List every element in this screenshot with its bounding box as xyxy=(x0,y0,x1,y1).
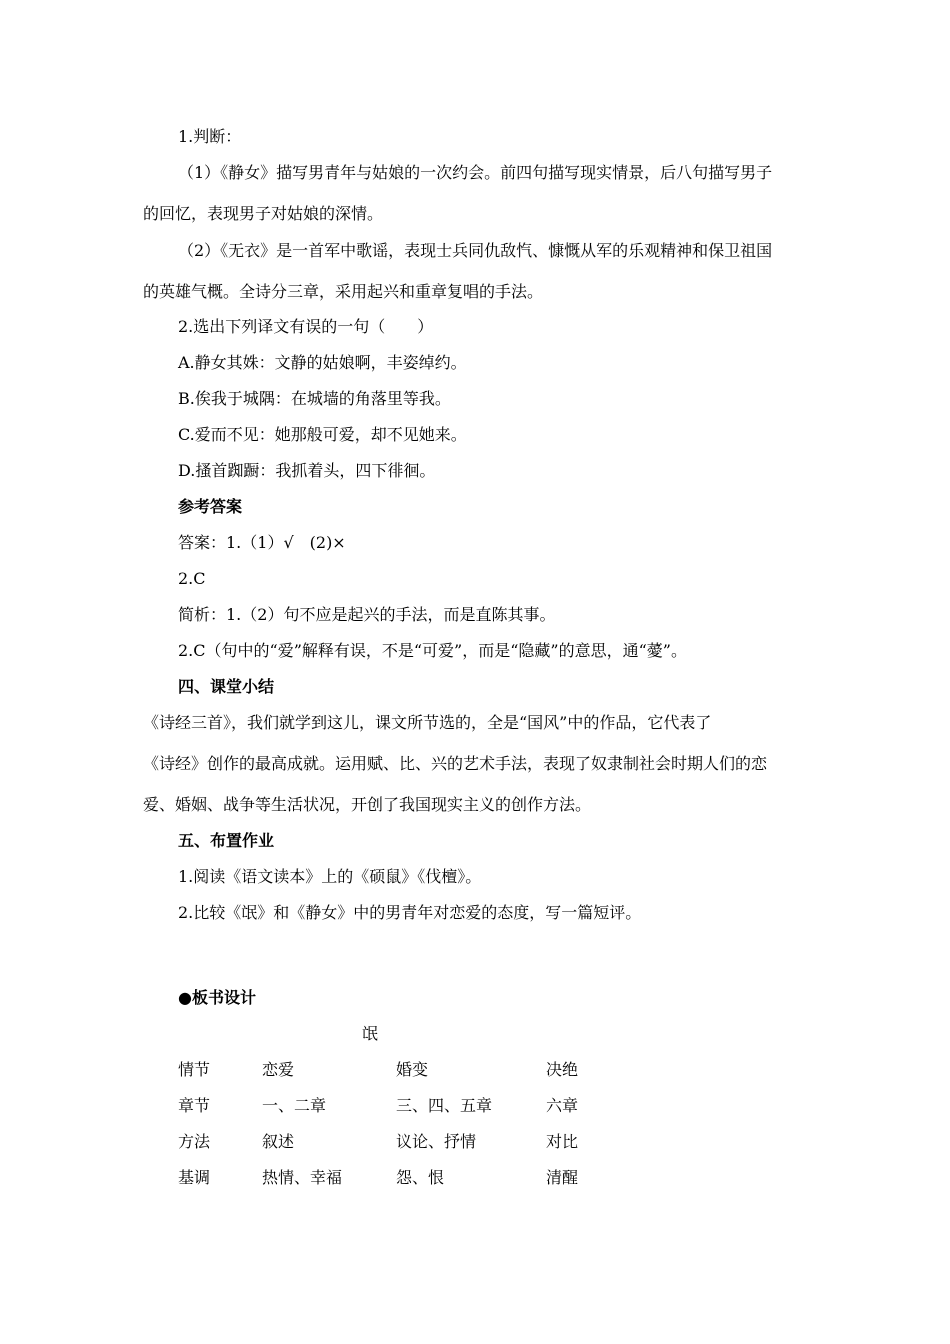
answers-line-1: 答案：1.（1）√ (2)× xyxy=(178,533,346,552)
board-cell: 议论、抒情 xyxy=(396,1132,477,1151)
board-cell: 清醒 xyxy=(546,1168,579,1187)
summary-line-3: 爱、婚姻、战争等生活状况，开创了我国现实主义的创作方法。 xyxy=(143,795,592,814)
board-cell: 恋爱 xyxy=(262,1060,295,1079)
board-cell: 章节 xyxy=(178,1096,211,1115)
summary-line-1: 《诗经三首》，我们就学到这儿，课文所节选的，全是“国风”中的作品，它代表了 xyxy=(143,713,712,732)
answers-heading: 参考答案 xyxy=(178,497,243,516)
board-cell: 婚变 xyxy=(396,1060,429,1079)
summary-line-2: 《诗经》创作的最高成就。运用赋、比、兴的艺术手法，表现了奴隶制社会时期人们的恋 xyxy=(143,754,768,773)
answers-line-3: 简析：1.（2）句不应是起兴的手法，而是直陈其事。 xyxy=(178,605,556,624)
board-cell: 一、二章 xyxy=(262,1096,327,1115)
q2-option-c: C.爱而不见：她那般可爱，却不见她来。 xyxy=(178,425,467,444)
board-cell: 叙述 xyxy=(262,1132,295,1151)
board-cell: 方法 xyxy=(178,1132,211,1151)
board-cell: 基调 xyxy=(178,1168,211,1187)
q2-option-d: D.搔首踟蹰：我抓着头，四下徘徊。 xyxy=(178,461,436,480)
q1-item1-line1: （1）《静女》描写男青年与姑娘的一次约会。前四句描写现实情景，后八句描写男子 xyxy=(178,163,773,182)
board-cell: 怨、恨 xyxy=(396,1168,445,1187)
q2-option-b: B.俟我于城隅：在城墙的角落里等我。 xyxy=(178,389,451,408)
q1-label: 1.判断： xyxy=(178,127,242,146)
board-cell: 六章 xyxy=(546,1096,579,1115)
board-heading: ●板书设计 xyxy=(178,988,256,1007)
board-title: 氓 xyxy=(362,1024,379,1043)
board-cell: 情节 xyxy=(178,1060,211,1079)
homework-heading: 五、布置作业 xyxy=(178,831,275,850)
q2-label: 2.选出下列译文有误的一句（ ） xyxy=(178,317,434,336)
q2-option-a: A.静女其姝：文静的姑娘啊，丰姿绰约。 xyxy=(178,353,467,372)
homework-line-2: 2.比较《氓》和《静女》中的男青年对恋爱的态度，写一篇短评。 xyxy=(178,903,642,922)
summary-heading: 四、课堂小结 xyxy=(178,677,275,696)
answers-line-2: 2.C xyxy=(178,569,206,588)
q1-item2-line2: 的英雄气概。全诗分三章，采用起兴和重章复唱的手法。 xyxy=(143,282,544,301)
q1-item1-line2: 的回忆，表现男子对姑娘的深情。 xyxy=(143,204,384,223)
answers-line-4: 2.C（句中的“爱”解释有误，不是“可爱”，而是“隐藏”的意思，通“薆”。 xyxy=(178,641,687,660)
board-cell: 三、四、五章 xyxy=(396,1096,493,1115)
q1-item2-line1: （2）《无衣》是一首军中歌谣，表现士兵同仇敌忾、慷慨从军的乐观精神和保卫祖国 xyxy=(178,241,773,260)
board-cell: 热情、幸福 xyxy=(262,1168,343,1187)
board-cell: 对比 xyxy=(546,1132,579,1151)
board-cell: 决绝 xyxy=(546,1060,579,1079)
homework-line-1: 1.阅读《语文读本》上的《硕鼠》《伐檀》。 xyxy=(178,867,482,886)
